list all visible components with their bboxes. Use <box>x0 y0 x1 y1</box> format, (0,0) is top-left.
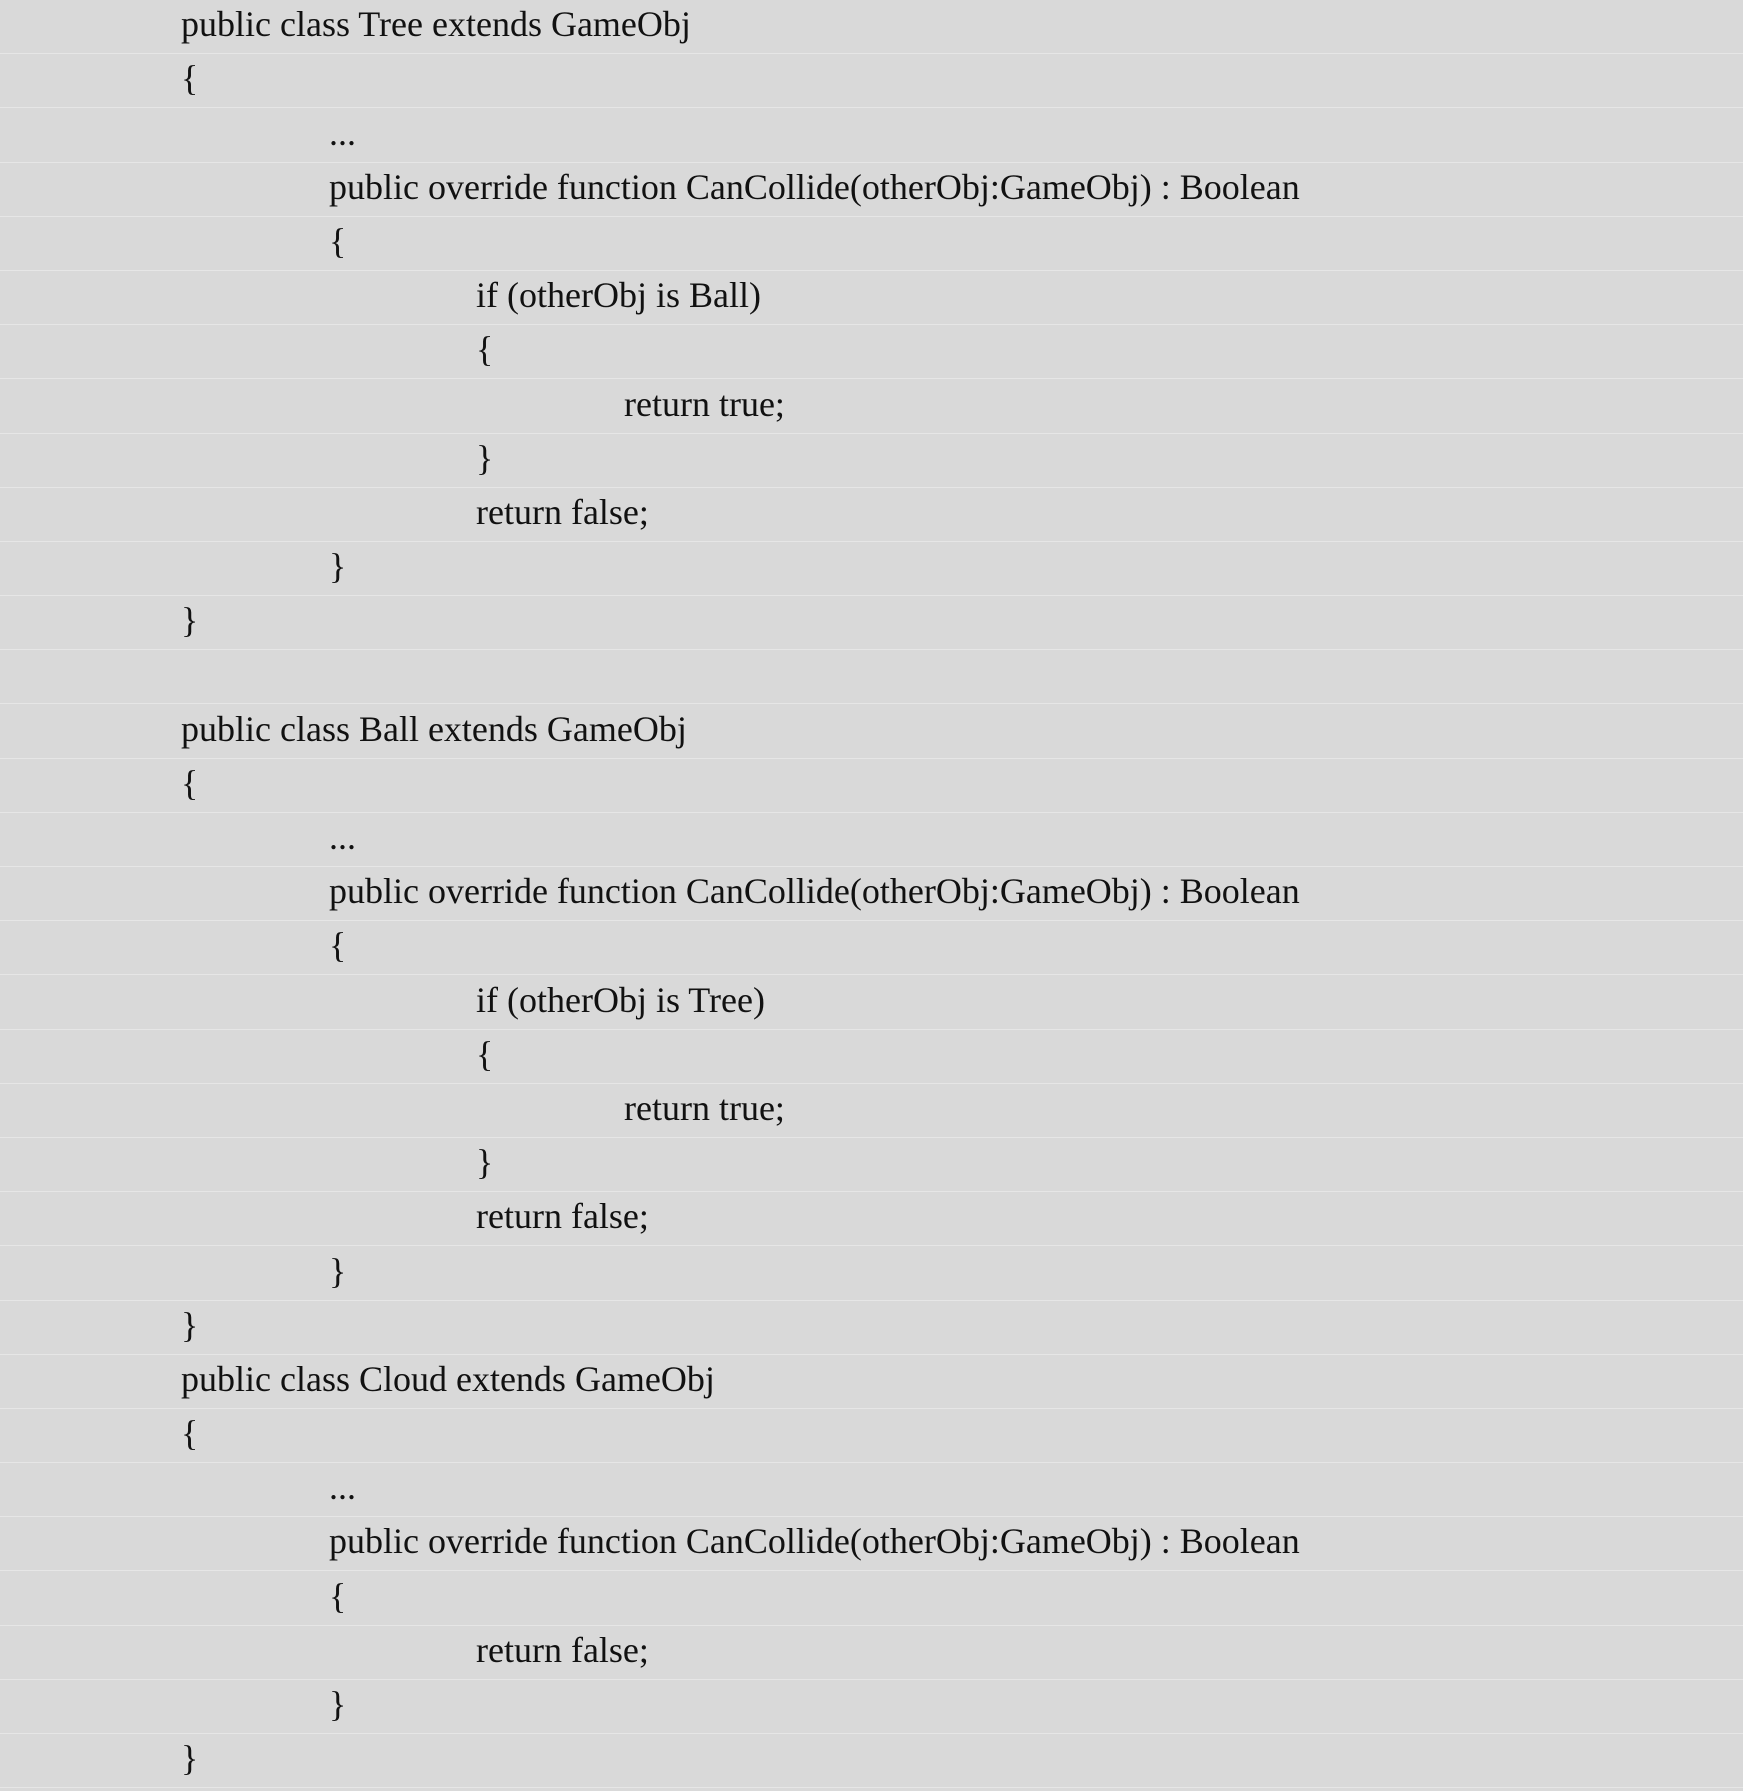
code-line-text: return true; <box>624 1087 785 1128</box>
code-line-text: public override function CanCollide(otherObj:GameObj) : Boolean <box>329 871 1300 912</box>
code-line-text: return false; <box>476 1629 649 1670</box>
code-line <box>0 434 1743 488</box>
code-line-text: } <box>181 600 199 641</box>
code-line-text: return false; <box>476 491 649 532</box>
code-line <box>0 1517 1743 1571</box>
code-line-text: { <box>476 329 494 370</box>
code-line-text: } <box>329 546 347 587</box>
code-line <box>0 921 1743 975</box>
code-line-text: { <box>181 58 199 99</box>
code-line <box>0 1409 1743 1463</box>
code-line <box>0 163 1743 217</box>
code-line-text: { <box>181 762 199 803</box>
code-line <box>0 650 1743 704</box>
code-line <box>0 596 1743 650</box>
code-line-text: ... <box>329 817 356 857</box>
code-line <box>0 759 1743 813</box>
code-line <box>0 54 1743 108</box>
code-line-text: public override function CanCollide(otherObj:GameObj) : Boolean <box>329 1521 1300 1562</box>
code-line-text: } <box>476 437 494 478</box>
code-line <box>0 1301 1743 1355</box>
code-line-text: ... <box>329 1467 356 1508</box>
code-line <box>0 325 1743 379</box>
code-line-text: return false; <box>476 1196 649 1237</box>
code-line <box>0 217 1743 271</box>
code-line <box>0 1463 1743 1517</box>
code-line-text: public class Tree extends GameObj <box>181 4 691 45</box>
code-line-text: { <box>329 220 347 261</box>
code-line-text: { <box>476 1033 494 1074</box>
code-line <box>0 1192 1743 1246</box>
code-line <box>0 488 1743 542</box>
code-line-text: public class Ball extends GameObj <box>181 708 687 749</box>
code-line <box>0 271 1743 325</box>
code-line <box>0 1680 1743 1734</box>
code-line <box>0 867 1743 921</box>
code-line <box>0 542 1743 596</box>
code-line <box>0 1355 1743 1409</box>
code-line <box>0 0 1743 54</box>
code-line-text: { <box>329 925 347 966</box>
code-line <box>0 975 1743 1029</box>
code-line <box>0 108 1743 162</box>
code-line-text: } <box>181 1304 199 1345</box>
code-line-text: } <box>181 1738 199 1779</box>
code-line-text: { <box>329 1575 347 1616</box>
code-line <box>0 813 1743 867</box>
code-line <box>0 1626 1743 1680</box>
code-line <box>0 704 1743 758</box>
code-line <box>0 1734 1743 1788</box>
code-line-text: } <box>329 1250 347 1291</box>
code-line-text: public override function CanCollide(otherObj:GameObj) : Boolean <box>329 166 1300 207</box>
code-line-text: ... <box>329 112 356 153</box>
code-line <box>0 1084 1743 1138</box>
code-line <box>0 1246 1743 1300</box>
code-line <box>0 1571 1743 1625</box>
code-line <box>0 1138 1743 1192</box>
code-line-text: } <box>329 1684 347 1724</box>
code-line-text: public class Cloud extends GameObj <box>181 1358 715 1399</box>
code-line <box>0 379 1743 433</box>
code-line-text: if (otherObj is Ball) <box>476 275 761 316</box>
code-line-text: } <box>476 1142 494 1183</box>
code-line-text: return true; <box>624 383 785 424</box>
code-line-text: if (otherObj is Tree) <box>476 979 765 1020</box>
code-line-text: { <box>181 1413 199 1454</box>
code-line <box>0 1030 1743 1084</box>
